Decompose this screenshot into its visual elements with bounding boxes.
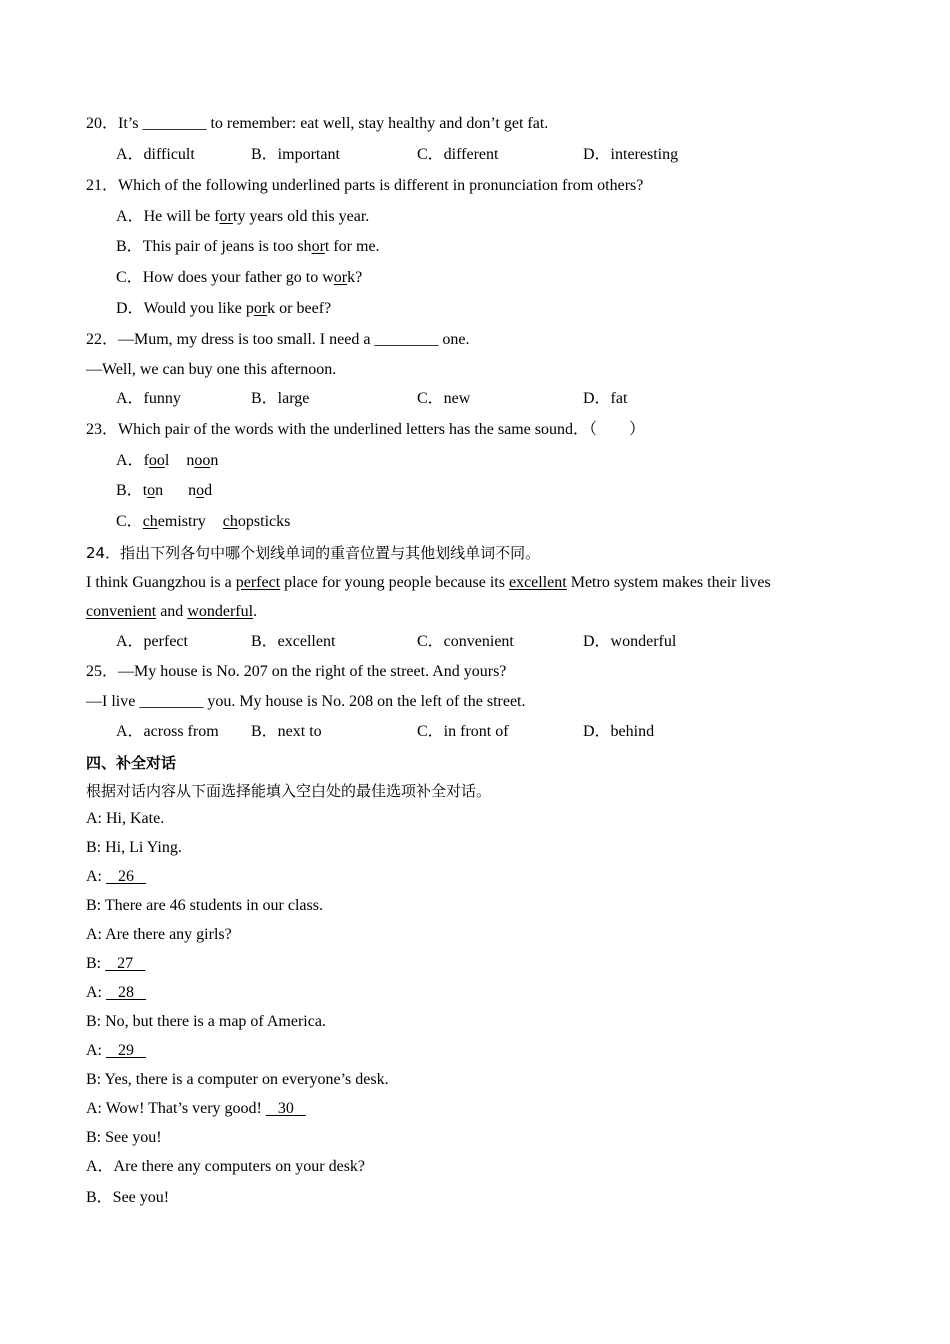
underlined-letters: or: [253, 300, 268, 317]
question-23-stem: 23．Which pair of the words with the underlined letters has the same sound．（ ）: [86, 421, 645, 438]
q20-option-c: C．different: [417, 146, 499, 163]
answer-blank-30[interactable]: [266, 1099, 306, 1119]
blank-number: 28: [118, 984, 134, 1001]
q21-option-b: [116, 237, 380, 257]
option-label: C．: [116, 513, 143, 530]
underlined-letters: ch: [142, 513, 158, 530]
sentence-text: k?: [347, 269, 363, 286]
question-22-stem: 22．—Mum, my dress is too small. I need a ________ one.: [86, 331, 470, 348]
q22-option-a: A．funny: [116, 390, 181, 407]
dialogue-line: [86, 1099, 306, 1119]
q25-option-b: B．next to: [251, 723, 322, 740]
word-part: opsticks: [237, 513, 291, 530]
dialogue-line: [86, 983, 146, 1003]
answer-blank-26[interactable]: [106, 867, 146, 887]
dialogue-line: [86, 1041, 146, 1061]
option-label: D．: [116, 300, 144, 317]
word-part: d: [204, 482, 213, 499]
word-part: n: [188, 482, 197, 499]
sentence-text: ty years old this year.: [232, 208, 370, 225]
speaker-prefix: B:: [86, 955, 106, 972]
option-label: B．: [116, 482, 143, 499]
question-20-stem: 20．It’s ________ to remember: eat well, stay healthy and don’t get fat.: [86, 115, 549, 132]
underlined-letters: o: [147, 482, 156, 499]
speaker-prefix: A: Wow! That’s very good!: [86, 1100, 266, 1117]
dialogue-line: A: Are there any girls?: [86, 926, 232, 943]
q24-option-a: A．perfect: [116, 633, 188, 650]
question-25-stem: 25．—My house is No. 207 on the right of the street. And yours?: [86, 663, 507, 680]
q25-option-a: A．across from: [116, 723, 219, 740]
section-4-heading: 四、补全对话: [86, 754, 177, 772]
underlined-letters: oo: [148, 452, 165, 469]
word-part: l: [164, 452, 170, 469]
question-24-sentence-line-1: [86, 573, 771, 593]
q22-option-c: C．new: [417, 390, 471, 407]
speaker-prefix: A:: [86, 984, 106, 1001]
sentence-text: k or beef?: [267, 300, 332, 317]
dialogue-line: B: Yes, there is a computer on everyone’s desk.: [86, 1071, 389, 1088]
q21-option-d: [116, 299, 331, 319]
word-part: emistry: [157, 513, 206, 530]
choice-b: B．See you!: [86, 1189, 170, 1206]
answer-blank-29[interactable]: [106, 1041, 146, 1061]
q23-option-c: [116, 512, 290, 532]
word-part: n: [210, 452, 219, 469]
q20-option-a: A．difficult: [116, 146, 195, 163]
answer-blank-27[interactable]: [105, 954, 145, 974]
dialogue-line: [86, 954, 145, 974]
question-25-reply: —I live ________ you. My house is No. 208 on the left of the street.: [86, 693, 526, 710]
option-label: A．: [116, 452, 144, 469]
speaker-prefix: A:: [86, 1042, 106, 1059]
underlined-letters: or: [333, 269, 348, 286]
question-22-reply: —Well, we can buy one this afternoon.: [86, 361, 337, 378]
blank-number: 30: [277, 1100, 294, 1117]
sentence-text: and: [156, 603, 188, 620]
sentence-text: .: [253, 603, 258, 620]
sentence-text: Would you like p: [143, 300, 254, 317]
sentence-text: How does your father go to w: [142, 269, 334, 286]
blank-number: 26: [118, 868, 134, 885]
q24-option-d: D．wonderful: [583, 633, 677, 650]
word-part: f: [143, 452, 149, 469]
sentence-text: t for me.: [324, 238, 380, 255]
underlined-letters: o: [196, 482, 205, 499]
question-24-sentence-line-2: [86, 602, 257, 622]
q22-option-b: B．large: [251, 390, 310, 407]
q22-option-d: D．fat: [583, 390, 628, 407]
word-part: n: [186, 452, 195, 469]
dialogue-line: [86, 867, 146, 887]
q21-option-a: [116, 207, 369, 227]
sentence-text: Metro system makes their lives: [566, 574, 771, 591]
word-part: t: [142, 482, 148, 499]
dialogue-line: A: Hi, Kate.: [86, 810, 165, 827]
option-label: A．: [116, 208, 144, 225]
q20-option-b: B．important: [251, 146, 340, 163]
underlined-letters: ch: [222, 513, 238, 530]
dialogue-line: B: No, but there is a map of America.: [86, 1013, 326, 1030]
underlined-letters: or: [311, 238, 325, 255]
q24-option-b: B．excellent: [251, 633, 336, 650]
sentence-text: He will be f: [143, 208, 220, 225]
sentence-text: place for young people because its: [280, 574, 509, 591]
question-21-stem: 21．Which of the following underlined parts is different in pronunciation from others?: [86, 177, 644, 194]
underlined-word: convenient: [86, 603, 157, 620]
question-24-stem: [86, 543, 540, 564]
underlined-word: excellent: [508, 574, 567, 591]
section-4-instruction: 根据对话内容从下面选择能填入空白处的最佳选项补全对话。: [86, 782, 492, 800]
word-part: n: [155, 482, 164, 499]
q23-option-b: [116, 481, 212, 501]
option-label: B．: [116, 238, 143, 255]
choice-a: A．Are there any computers on your desk?: [86, 1158, 366, 1175]
dialogue-line: B: There are 46 students in our class.: [86, 897, 323, 914]
sentence-text: I think Guangzhou is a: [86, 574, 236, 591]
answer-blank-28[interactable]: [106, 983, 146, 1003]
blank-number: 29: [118, 1042, 134, 1059]
sentence-text: This pair of jeans is too sh: [142, 238, 312, 255]
q25-option-d: D．behind: [583, 723, 655, 740]
q23-option-a: [116, 451, 218, 471]
q20-option-d: D．interesting: [583, 146, 679, 163]
dialogue-line: B: Hi, Li Ying.: [86, 839, 182, 856]
q25-option-c: C．in front of: [417, 723, 509, 740]
underlined-word: wonderful: [187, 603, 254, 620]
speaker-prefix: A:: [86, 868, 106, 885]
q24-option-c: C．convenient: [417, 633, 514, 650]
dialogue-line: B: See you!: [86, 1129, 162, 1146]
underlined-word: perfect: [235, 574, 281, 591]
underlined-letters: oo: [194, 452, 211, 469]
option-label: C．: [116, 269, 143, 286]
q21-option-c: [116, 268, 362, 288]
underlined-letters: or: [219, 208, 233, 225]
question-24-stem-text: 24．指出下列各句中哪个划线单词的重音位置与其他划线单词不同。: [86, 544, 541, 562]
blank-number: 27: [117, 955, 134, 972]
